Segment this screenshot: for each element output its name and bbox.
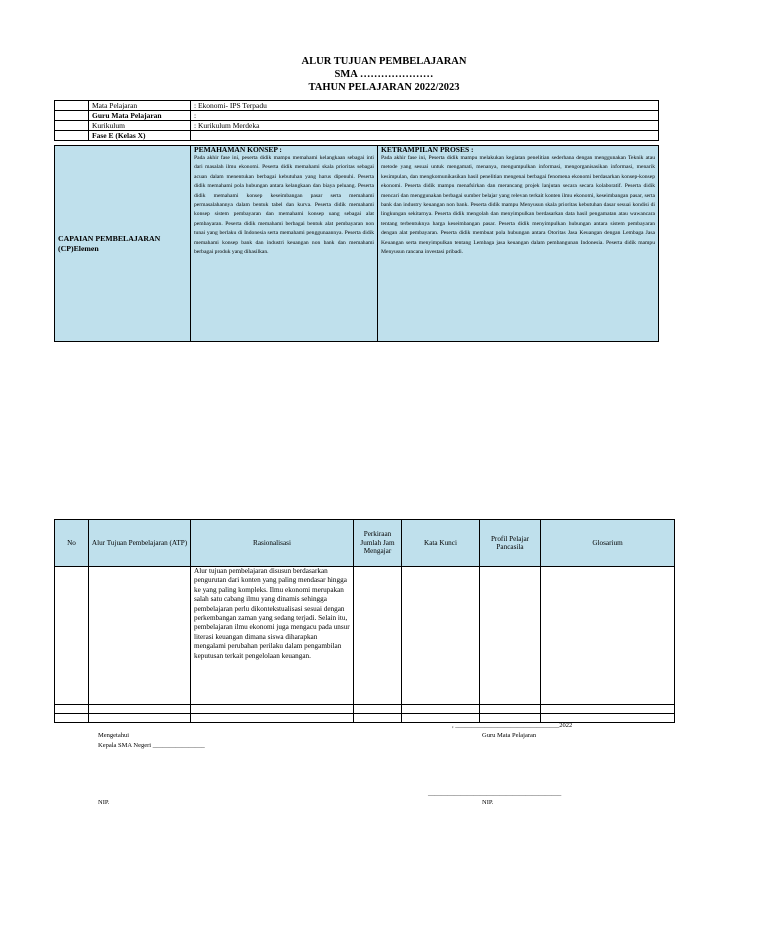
header-glosarium: Glosarium bbox=[541, 520, 675, 567]
info-label: Mata Pelajaran bbox=[89, 101, 191, 111]
info-value: : Kurikulum Merdeka bbox=[191, 121, 659, 131]
ketrampilan-proses-text: Pada akhir fase ini, Peserta didik mampu melakukan kegiatan penelitian sederhana dengan menggunakan Teknik atau metode yang sesuai untuk mengamati, menanya, mengumpulkan informasi, mengorganisasikan informasi, menarik kesimpulan, dan mengkomunikasikan hasil penelitian mengenai berbagai fenomena ekonomi berdasarkan konsep-konsep ekonomi. Peserta didik mampu menafsirkan dan merancang projek lanjutan secara secara kolaboratif. Peserta didik mencari dan menggunakan berbagai sumber belajar yang relevan terkait konten ilmu ekonomi, keseimbangan pasar, serta bank dan industry keuangan non bank. Peserta didik mampu Menyusun skala prioritas kebutuhan dasar sesuai kondisi di lingkungan sekitarnya. Peserta didik mengolah dan menyimpulkan berdasarkan data hasil pengamatan atau wawancara tentang terbentuknya harga keseimbangan pasar. Peserta didik menyimpulkan hubungan antara sistem pembayaran dengan alat pembayaran. Peserta didik membuat pola hubungan antara Otoritas Jasa Keuangan dengan Lembaga Jasa Keuangan serta menyimpulkan tentang Lembaga jasa keuangan dalam pembangunan Indonesia. Peserta didik mampu Menyusun rancana investasi pribadi. bbox=[381, 155, 655, 256]
document-title: ALUR TUJUAN PEMBELAJARAN bbox=[301, 56, 467, 67]
table-row bbox=[55, 567, 675, 705]
info-label: Kurikulum bbox=[89, 121, 191, 131]
info-value: : Ekonomi- IPS Terpadu bbox=[191, 101, 659, 111]
date-line: , ________________________________2022 bbox=[452, 722, 573, 729]
pemahaman-konsep-cell bbox=[191, 146, 378, 342]
info-value: : bbox=[191, 111, 659, 121]
info-row bbox=[55, 101, 659, 111]
info-row bbox=[55, 121, 659, 131]
atp-table bbox=[54, 519, 675, 723]
school-name: SMA ………………… bbox=[334, 69, 434, 80]
capaian-table bbox=[54, 145, 659, 342]
ketrampilan-proses-title: KETRAMPILAN PROSES : bbox=[381, 145, 474, 154]
header-no: No bbox=[55, 520, 89, 567]
table-row bbox=[55, 714, 675, 723]
table-row bbox=[55, 705, 675, 714]
info-value bbox=[191, 131, 659, 141]
header-profil: Profil Pelajar Pancasila bbox=[480, 520, 541, 567]
info-label: Guru Mata Pelajaran bbox=[89, 111, 191, 121]
header-rasionalisasi: Rasionalisasi bbox=[191, 520, 354, 567]
pemahaman-konsep-title: PEMAHAMAN KONSEP : bbox=[194, 145, 282, 154]
info-label: Fase E (Kelas X) bbox=[89, 131, 191, 141]
header-atp: Alur Tujuan Pembelajaran (ATP) bbox=[89, 520, 191, 567]
rasionalisasi-text: Alur tujuan pembelajaran disusun berdasarkan pengurutan dari konten yang paling mendasar hingga ke yang paling kompleks. Ilmu ekonomi merupakan salah satu cabang ilmu yang dinamis sehingga pembelajaran perlu dikontekstualisasi sesuai dengan perkembangan zaman yang sedang terjadi. Selain itu, pembelajaran ilmu ekonomi juga mengacu pada unsur literasi keuangan dimana siswa diharapkan mengalami perubahan perilaku dalam pengambilan keputusan terkait pengelolaan keuangan. bbox=[191, 567, 354, 705]
kepala-sekolah-label: Kepala SMA Negeri ________________ bbox=[98, 742, 205, 749]
academic-year: TAHUN PELAJARAN 2022/2023 bbox=[308, 82, 460, 93]
info-row bbox=[55, 131, 659, 141]
info-row bbox=[55, 111, 659, 121]
guru-label: Guru Mata Pelajaran bbox=[482, 732, 537, 739]
ketrampilan-proses-cell bbox=[378, 146, 659, 342]
info-table bbox=[54, 100, 659, 141]
mengetahui-label: Mengetahui bbox=[98, 732, 130, 739]
cp-label: CAPAIAN PEMBELAJARAN (CP)Elemen bbox=[55, 146, 191, 342]
header-kata-kunci: Kata Kunci bbox=[402, 520, 480, 567]
nip-left: NIP. bbox=[98, 799, 110, 806]
header-jam: Perkiraan Jumlah Jam Mengajar bbox=[354, 520, 402, 567]
pemahaman-konsep-text: Pada akhir fase ini, peserta didik mampu memahami kelangkaan sebagai inti dari masalah ilmu ekonomi. Peserta didik memahami skala prioritas sebagai acuan dalam menentukan berbagai kebutuhan yang harus dipenuhi. Peserta didik memahami pola hubungan antara kelangkaan dan biaya peluang. Peserta didik memahami konsep keseimbangan pasar serta memahami permasalahannya dalam bentuk tabel dan kurva. Peserta didik memahami konsep sistem pembayaran dan memahami konsep uang sebagai alat pembayaran. Peserta didik memahami berbagai bentuk alat pembayaran non tunai yang berlaku di Indonesia serta memahami penggunaannya. Peserta didik memahami konsep bank dan industri keuangan non bank dan memahami berbagai produk yang dihasilkan. bbox=[194, 155, 374, 256]
atp-header-row bbox=[55, 520, 675, 567]
nip-right: NIP. bbox=[482, 799, 494, 806]
signature-line: _________________________________________ bbox=[428, 790, 562, 797]
